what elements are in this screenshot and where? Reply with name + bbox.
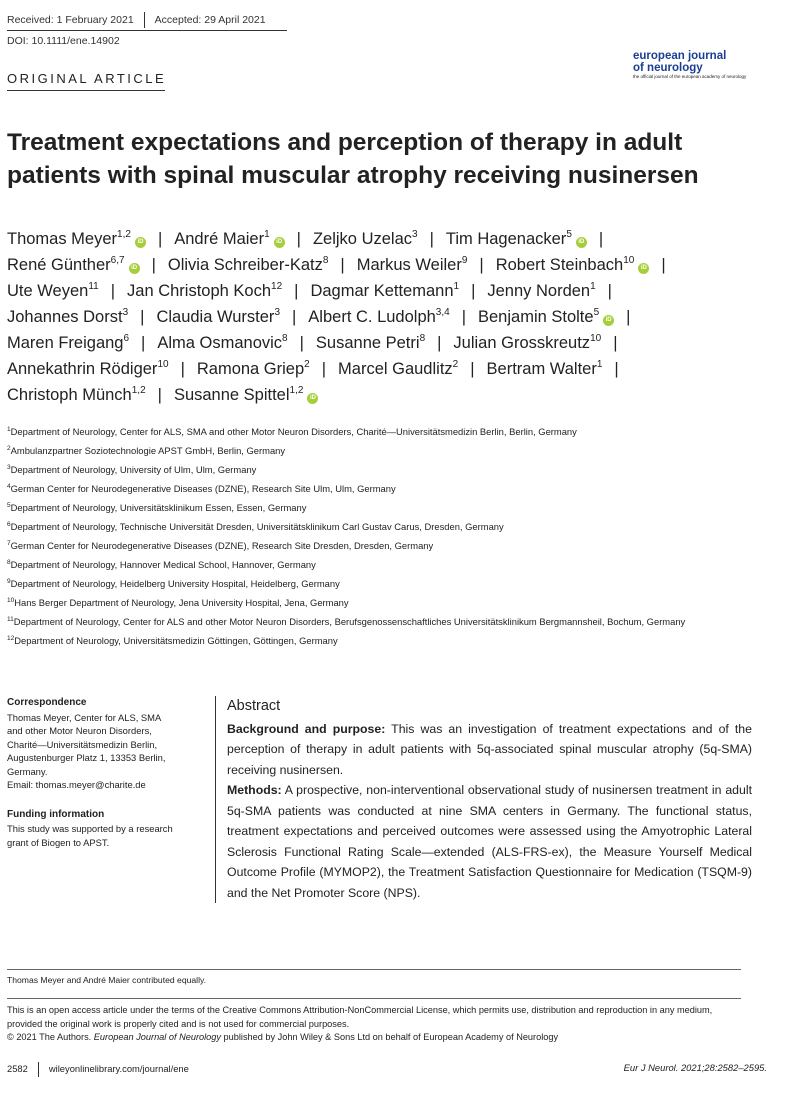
background-text: This was an investigation of treatment expectations and of the perception of therapy in adult patients with 5q-associated spinal muscular atrophy (5q-SMA) receiving nusinersen. xyxy=(227,721,752,777)
author-affiliation-sup: 1 xyxy=(264,229,270,240)
correspondence-heading: Correspondence xyxy=(7,697,87,708)
affiliation-text: Department of Neurology, Center for ALS, SMA and other Motor Neuron Disorders, Charité—Universitätsmedizin Berlin, Berlin, Germany xyxy=(10,426,577,437)
author-name[interactable]: Jenny Norden xyxy=(487,282,591,300)
citation-text: Eur J Neurol. 2021;28:2582–2595. xyxy=(623,1062,767,1073)
article-title: Treatment expectations and perception of therapy in adult patients with spinal muscular atrophy receiving nusinersen xyxy=(7,129,699,189)
affiliation-number: 2 xyxy=(7,445,11,452)
author-separator: | xyxy=(180,360,185,378)
article-type-rule xyxy=(7,90,165,91)
background-label: Background and purpose: xyxy=(227,721,386,736)
author-affiliation-sup: 1,2 xyxy=(289,385,304,396)
author-name[interactable]: André Maier xyxy=(174,230,265,248)
affiliation-item xyxy=(7,460,747,479)
affiliation-text: Department of Neurology, Center for ALS and other Motor Neuron Disorders, Berufsgenossenschaftliches Universitätsklinikum Bergmannsheil, Bochum, Germany xyxy=(13,616,686,627)
affiliation-item xyxy=(7,441,747,460)
author-affiliation-sup: 3 xyxy=(274,307,280,318)
affiliation-number: 12 xyxy=(7,635,15,642)
author-separator: | xyxy=(479,256,484,274)
author-name[interactable]: Alma Osmanovic xyxy=(157,334,283,352)
author-name[interactable]: Claudia Wurster xyxy=(156,308,275,326)
author-separator: | xyxy=(140,308,145,326)
author-separator: | xyxy=(157,230,163,248)
affiliation-number: 6 xyxy=(7,521,11,528)
author-affiliation-sup: 3,4 xyxy=(435,307,450,318)
affiliation-number: 8 xyxy=(7,559,11,566)
author-separator: | xyxy=(292,308,297,326)
logo-line-1: european journal xyxy=(633,50,727,62)
author-affiliation-sup: 1 xyxy=(453,281,460,292)
orcid-icon[interactable]: iD xyxy=(576,237,587,248)
author-separator: | xyxy=(157,386,162,404)
author-name[interactable]: Ute Weyen xyxy=(7,282,89,300)
copyright-prefix: © 2021 The Authors. xyxy=(7,1032,94,1042)
affiliation-number: 10 xyxy=(7,597,15,604)
abstract-background xyxy=(227,719,752,781)
header-rule xyxy=(7,30,287,31)
author-name[interactable]: Zeljko Uzelac xyxy=(312,230,413,248)
author-affiliation-sup: 8 xyxy=(322,255,329,266)
affiliation-item xyxy=(7,517,747,536)
affiliation-number: 5 xyxy=(7,502,11,509)
author-affiliation-sup: 2 xyxy=(304,359,310,370)
author-name[interactable]: Jan Christoph Koch xyxy=(127,282,272,300)
author-line xyxy=(7,278,747,304)
author-separator: | xyxy=(299,334,304,352)
author-separator: | xyxy=(461,308,466,326)
affiliation-text: Hans Berger Department of Neurology, Jena University Hospital, Jena, Germany xyxy=(14,597,349,608)
affiliation-number: 1 xyxy=(7,426,11,433)
affiliation-text: German Center for Neurodegenerative Diseases (DZNE), Research Site Dresden, Dresden, Germany xyxy=(10,540,434,551)
author-separator: | xyxy=(470,360,475,378)
affiliation-text: Department of Neurology, Universitätsklinikum Essen, Essen, Germany xyxy=(10,502,307,513)
affiliation-text: German Center for Neurodegenerative Diseases (DZNE), Research Site Ulm, Ulm, Germany xyxy=(10,483,396,494)
affiliation-text: Ambulanzpartner Soziotechnologie APST GmbH, Berlin, Germany xyxy=(10,445,286,456)
funding-line: grant of Biogen to APST. xyxy=(7,836,110,848)
license-text: This is an open access article under the terms of the Creative Commons Attribution-NonCommercial License, which permits use, distribution and reproduction in any medium, provided the original work is properly cited and is not used for commercial purposes. xyxy=(7,1005,713,1029)
author-name[interactable]: Susanne Petri xyxy=(315,334,420,352)
author-name[interactable]: Bertram Walter xyxy=(486,360,597,378)
affiliation-number: 9 xyxy=(7,578,11,585)
author-separator: | xyxy=(661,256,666,274)
author-affiliation-sup: 1 xyxy=(590,281,596,292)
author-name[interactable]: Susanne Spittel xyxy=(173,386,290,404)
affiliation-item xyxy=(7,593,747,612)
author-name[interactable]: Olivia Schreiber-Katz xyxy=(167,256,323,274)
accepted-date: Accepted: 29 April 2021 xyxy=(154,13,266,26)
author-affiliation-sup: 3 xyxy=(412,229,418,240)
author-name[interactable]: Christoph Münch xyxy=(7,386,132,404)
author-name[interactable]: Markus Weiler xyxy=(356,256,462,274)
footnote-rule xyxy=(7,969,741,970)
affiliation-item xyxy=(7,536,747,555)
author-affiliation-sup: 10 xyxy=(590,333,602,344)
author-separator: | xyxy=(429,230,434,248)
author-name[interactable]: Tim Hagenacker xyxy=(445,230,567,248)
copyright-journal: European Journal of Neurology xyxy=(93,1032,221,1042)
affiliation-text: Department of Neurology, Universitätsmedizin Göttingen, Göttingen, Germany xyxy=(14,635,338,646)
author-separator: | xyxy=(141,334,146,352)
author-name[interactable]: René Günther xyxy=(7,256,111,274)
author-affiliation-sup: 1,2 xyxy=(117,229,131,240)
affiliation-text: Department of Neurology, Hannover Medical School, Hannover, Germany xyxy=(10,559,316,570)
author-separator: | xyxy=(471,282,476,300)
author-name[interactable]: Dagmar Kettemann xyxy=(310,282,454,300)
license-rule xyxy=(7,998,741,999)
abstract-heading: Abstract xyxy=(227,698,281,714)
affiliation-text: Department of Neurology, Technische Universität Dresden, Universitätsklinikum Carl Gustav Carus, Dresden, Germany xyxy=(10,521,504,532)
copyright-suffix: published by John Wiley & Sons Ltd on behalf of European Academy of Neurology xyxy=(220,1032,559,1042)
methods-label: Methods: xyxy=(227,783,282,797)
received-date: Received: 1 February 2021 xyxy=(7,13,134,26)
page-footer xyxy=(7,1062,767,1077)
affiliation-item xyxy=(7,574,747,593)
author-separator: | xyxy=(110,282,116,300)
author-name[interactable]: Julian Grosskreutz xyxy=(453,334,591,352)
author-affiliation-sup: 9 xyxy=(461,255,468,266)
author-line xyxy=(7,304,747,330)
author-separator: | xyxy=(340,256,345,274)
affiliation-item xyxy=(7,498,747,517)
sidebar-info xyxy=(7,696,197,849)
author-affiliation-sup: 6 xyxy=(123,333,130,344)
affiliation-number: 4 xyxy=(7,483,11,490)
author-affiliation-sup: 6,7 xyxy=(110,255,125,266)
citation xyxy=(624,1062,767,1073)
header-divider xyxy=(144,12,145,28)
author-separator: | xyxy=(151,256,156,274)
author-separator: | xyxy=(626,308,631,326)
logo-line-2: of neurology xyxy=(633,62,703,74)
author-affiliation-sup: 5 xyxy=(593,307,600,318)
affiliation-text: Department of Neurology, Heidelberg University Hospital, Heidelberg, Germany xyxy=(10,578,340,589)
author-name[interactable]: Ramona Griep xyxy=(196,360,305,378)
author-separator: | xyxy=(437,334,442,352)
affiliation-item xyxy=(7,631,747,650)
affiliation-item xyxy=(7,422,747,441)
orcid-icon[interactable]: iD xyxy=(274,237,285,248)
author-affiliation-sup: 8 xyxy=(419,333,426,344)
abstract xyxy=(215,696,752,903)
orcid-icon[interactable]: iD xyxy=(307,393,318,404)
author-affiliation-sup: 10 xyxy=(623,255,635,266)
correspondence-line: Charité—Universitätsmedizin Berlin, xyxy=(7,738,158,750)
license-block xyxy=(7,1004,742,1045)
author-affiliation-sup: 10 xyxy=(157,359,169,370)
correspondence-line: Thomas Meyer, Center for ALS, SMA xyxy=(7,711,162,723)
orcid-icon[interactable]: iD xyxy=(129,263,140,274)
author-list xyxy=(7,226,747,408)
footer-divider xyxy=(38,1062,39,1077)
affiliation-item xyxy=(7,614,747,629)
correspondence-line: Augustenburger Platz 1, 13353 Berlin, xyxy=(7,752,166,763)
author-name[interactable]: Benjamin Stolte xyxy=(478,308,594,326)
logo-tagline: the official journal of the european academy of neurology xyxy=(633,74,747,79)
journal-logo[interactable] xyxy=(633,50,746,80)
author-separator: | xyxy=(607,282,612,300)
orcid-icon[interactable]: iD xyxy=(603,315,614,326)
author-name[interactable]: Thomas Meyer xyxy=(7,230,118,248)
affiliation-number: 11 xyxy=(7,616,14,623)
author-separator: | xyxy=(296,230,301,248)
author-name[interactable]: Johannes Dorst xyxy=(7,308,123,326)
author-affiliation-sup: 1,2 xyxy=(131,385,146,396)
orcid-icon[interactable]: iD xyxy=(638,263,649,274)
author-affiliation-sup: 11 xyxy=(88,281,99,292)
contribution-note: Thomas Meyer and André Maier contributed equally. xyxy=(7,975,207,985)
article-type: ORIGINAL ARTICLE xyxy=(7,71,167,86)
methods-text: A prospective, non-interventional observational study of nusinersen treatment in adult 5q-SMA patients was conducted at nine SMA centers in Germany. The functional status, treatment expectations and perceived outcomes were assessed using the Amyotrophic Lateral Sclerosis Functional Rating Scale—extended (ALS-FRS-ex), the Measure Yourself Medical Outcome Profile (MYMOP2), the Treatment Satisfaction Questionnaire for Medication (TSQM-9) and the Net Promoter Score (NPS). xyxy=(227,783,752,900)
abstract-methods xyxy=(227,780,752,903)
author-separator: | xyxy=(614,360,619,378)
author-affiliation-sup: 12 xyxy=(271,281,283,292)
author-line xyxy=(7,226,747,252)
author-name[interactable]: Albert C. Ludolph xyxy=(308,308,436,326)
affiliation-item xyxy=(7,479,747,498)
orcid-icon[interactable]: iD xyxy=(135,237,146,248)
author-affiliation-sup: 5 xyxy=(566,229,572,240)
doi[interactable]: DOI: 10.1111/ene.14902 xyxy=(7,35,120,47)
author-line xyxy=(7,252,747,278)
funding-line: This study was supported by a research xyxy=(7,823,173,834)
correspondence-email[interactable]: Email: thomas.meyer@charite.de xyxy=(7,779,146,790)
article-dates xyxy=(7,12,266,28)
affiliation-list xyxy=(7,422,747,650)
affiliation-text: Department of Neurology, University of Ulm, Ulm, Germany xyxy=(10,464,257,475)
funding-heading: Funding information xyxy=(7,808,105,820)
author-name[interactable]: Marcel Gaudlitz xyxy=(338,360,453,378)
author-name[interactable]: Robert Steinbach xyxy=(495,256,624,274)
author-line xyxy=(7,382,747,408)
correspondence-line: and other Motor Neuron Disorders, xyxy=(7,725,152,736)
author-separator: | xyxy=(598,230,604,248)
author-name[interactable]: Maren Freigang xyxy=(7,334,124,352)
author-separator: | xyxy=(321,360,327,378)
author-affiliation-sup: 1 xyxy=(596,359,603,370)
author-name[interactable]: Annekathrin Rödiger xyxy=(7,360,158,378)
author-line xyxy=(7,330,747,356)
author-affiliation-sup: 2 xyxy=(452,359,459,370)
author-separator: | xyxy=(613,334,618,352)
author-line xyxy=(7,356,747,382)
author-affiliation-sup: 8 xyxy=(282,333,288,344)
affiliation-number: 3 xyxy=(7,464,11,471)
correspondence-line: Germany. xyxy=(7,765,48,777)
author-separator: | xyxy=(294,282,299,300)
affiliation-number: 7 xyxy=(7,540,11,547)
author-affiliation-sup: 3 xyxy=(122,307,129,318)
page-number: 2582 xyxy=(7,1062,28,1074)
affiliation-item xyxy=(7,555,747,574)
copyright-line xyxy=(7,1031,742,1045)
journal-url[interactable]: wileyonlinelibrary.com/journal/ene xyxy=(48,1062,189,1074)
